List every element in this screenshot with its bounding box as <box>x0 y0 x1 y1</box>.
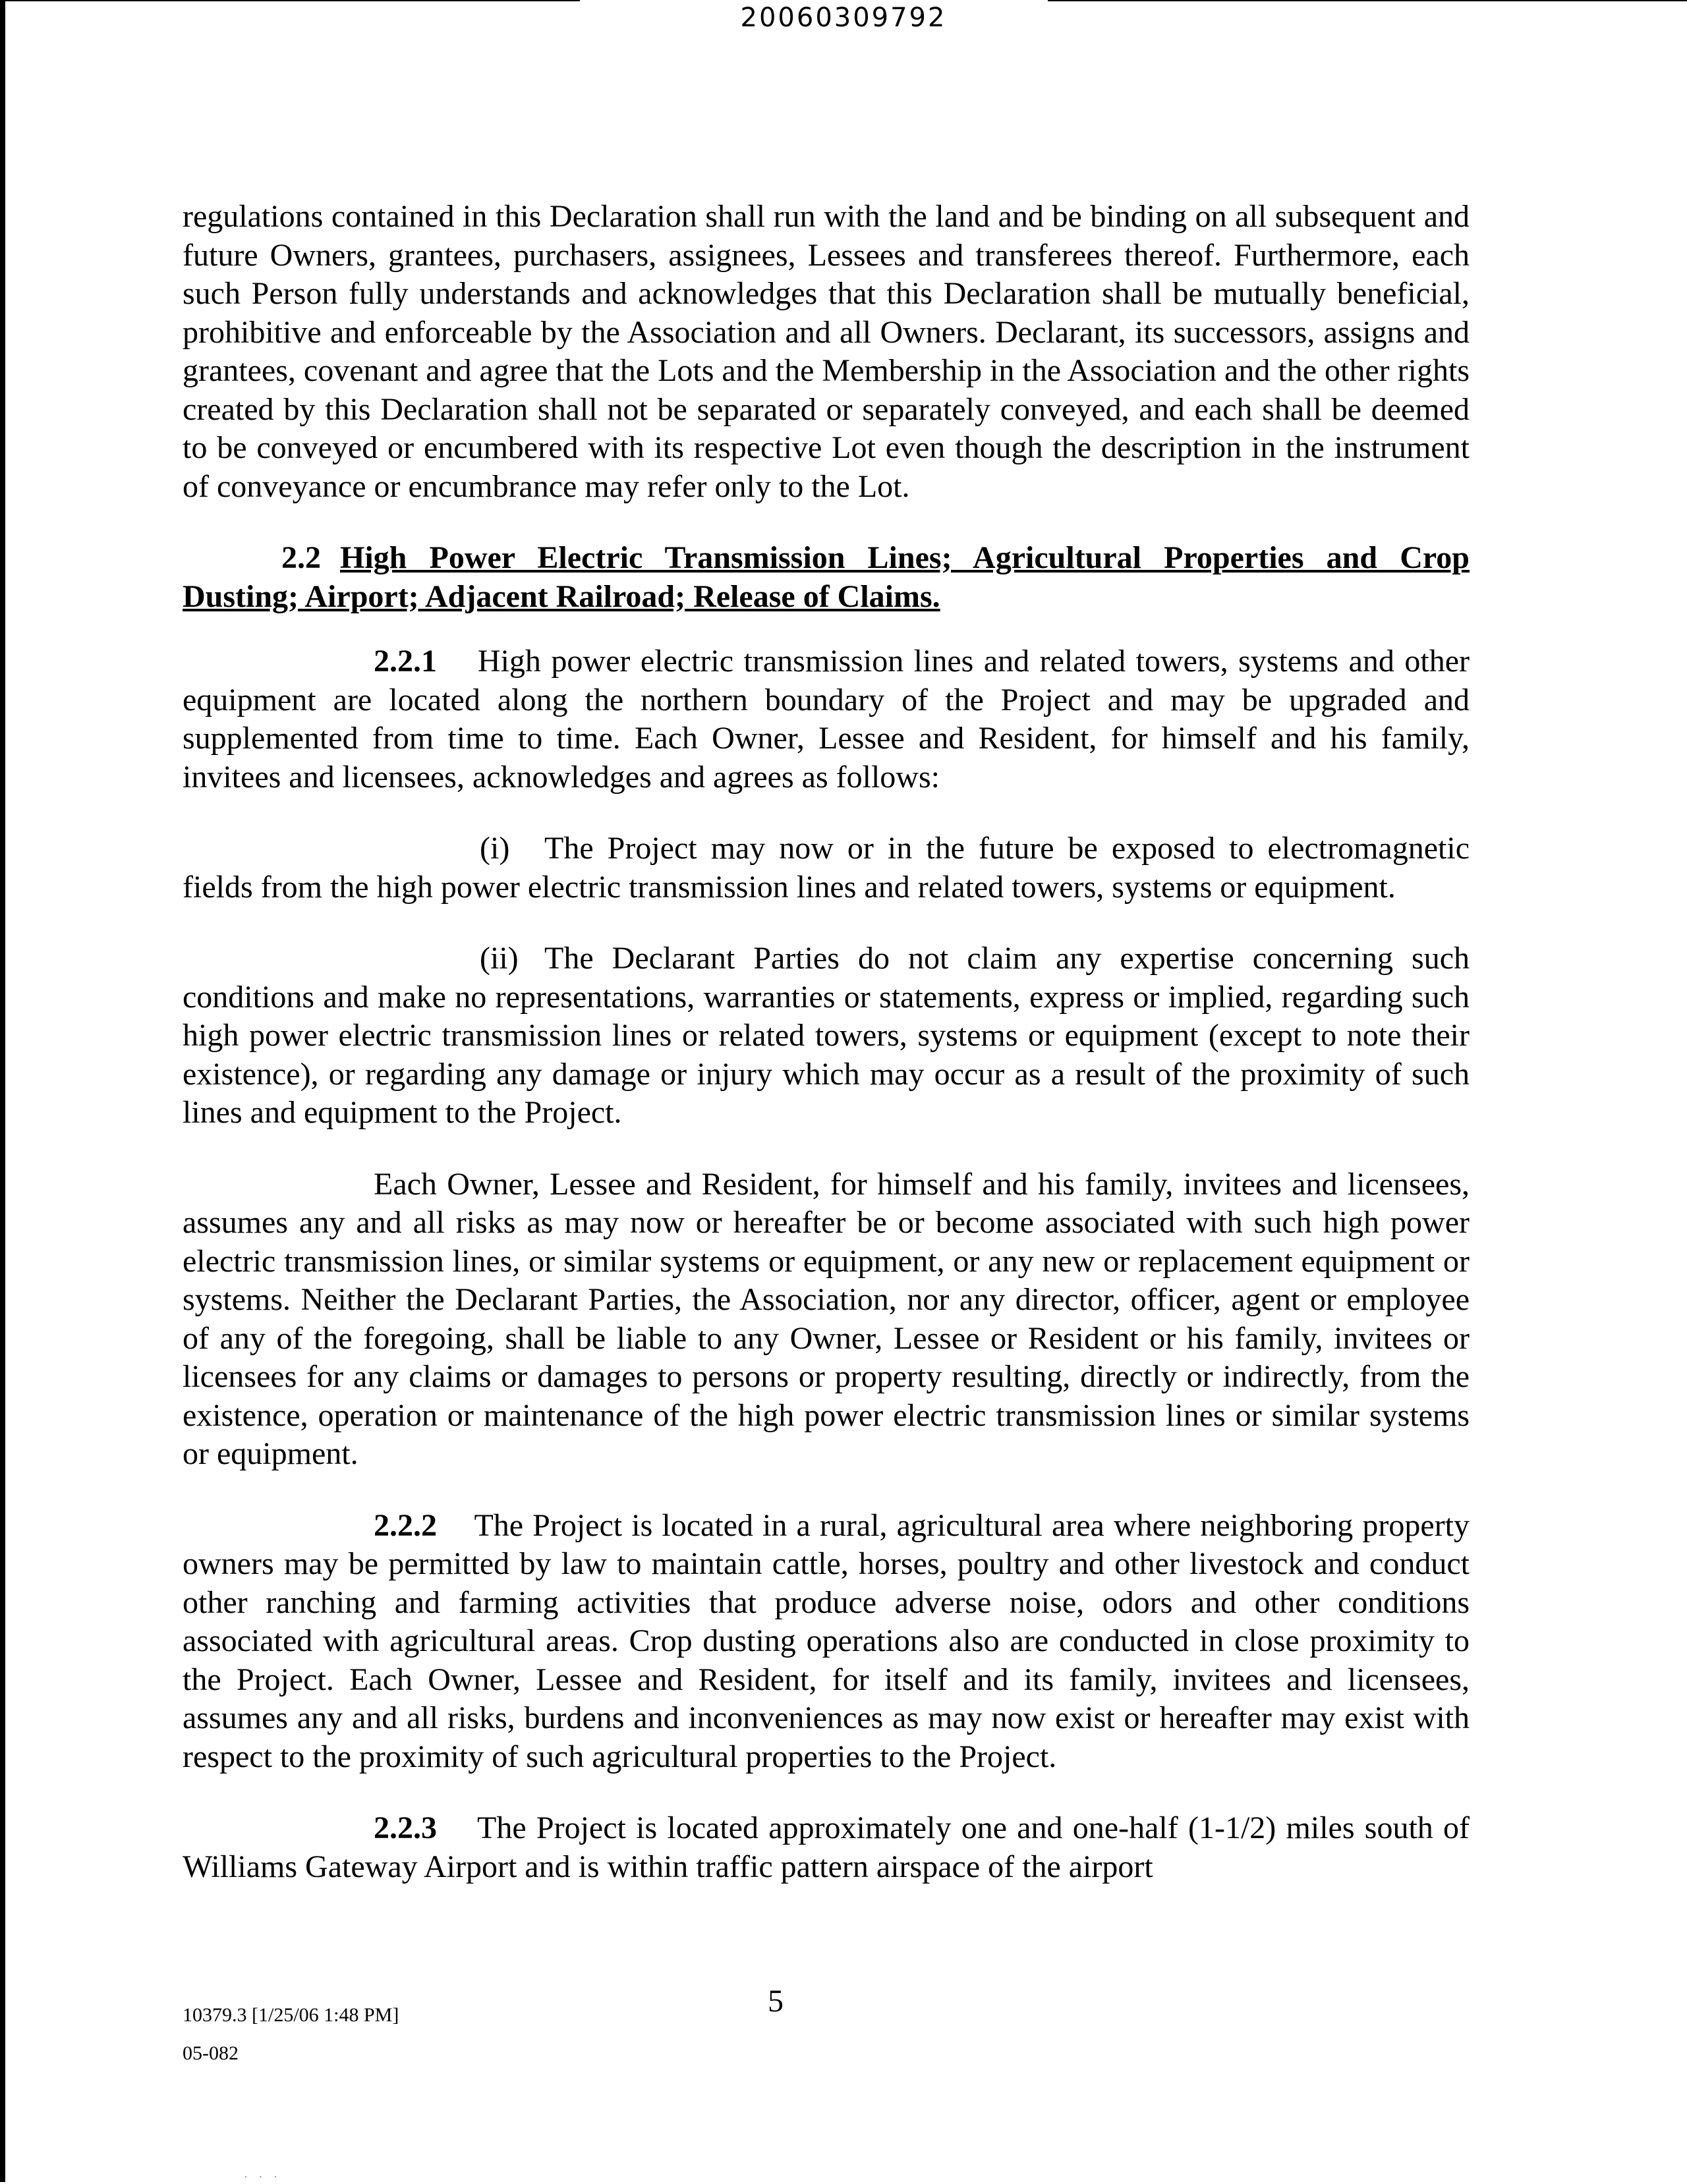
footer-identifiers <box>183 1996 399 2073</box>
list-item-i <box>183 829 1470 907</box>
subsection-text: High power electric transmission lines and related towers, systems and other equipment are located along the northern boundary of the Project and may be upgraded and supplemented from time to time. Each Owner, Lessee and Resident, for himself and his family, invitees and licensees, acknowledges and agrees as follows: <box>183 644 1470 795</box>
page-number: 5 <box>768 1984 784 2019</box>
assumption-of-risk-paragraph: Each Owner, Lessee and Resident, for himself and his family, invitees and licensees, assumes any and all risks as may now or hereafter be or become associated with such high power electric transmission lines, or similar systems or equipment, or any new or replacement equipment or systems. Neither the Declarant Parties, the Association, nor any director, officer, agent or employee of any of the foregoing, shall be liable to any Owner, Lessee or Resident or his family, invitees or licensees for any claims or damages to persons or property resulting, directly or indirectly, from the existence, operation or maintenance of the high power electric transmission lines or similar systems or equipment. <box>183 1166 1470 1471</box>
top-rule-left <box>0 0 580 1</box>
section-heading-2-2 <box>183 539 1470 616</box>
top-rule-right <box>1048 0 1687 1</box>
footer-file-number: 05-082 <box>183 2042 239 2064</box>
scan-artifact: · · · <box>244 2170 281 2183</box>
subsection-number: 2.2.3 <box>374 1810 437 1845</box>
footer-doc-id: 10379.3 [1/25/06 1:48 PM] <box>183 2004 399 2026</box>
list-item-text: The Project may now or in the future be exposed to electromagnetic fields from the high power electric transmission lines and related towers, systems or equipment. <box>183 831 1470 905</box>
list-item-ii <box>183 939 1470 1133</box>
recording-number: 20060309792 <box>740 3 947 33</box>
subsection-2-2-2 <box>183 1507 1470 1777</box>
subsection-number: 2.2.2 <box>374 1507 437 1543</box>
subsection-text: The Project is located approximately one and one-half (1-1/2) miles south of Williams Gateway Airport and is within traffic pattern airspace of the airport <box>183 1810 1470 1884</box>
subsection-text: The Project is located in a rural, agricultural area where neighboring property owners may be permitted by law to maintain cattle, horses, poultry and other livestock and conduct other ranching and farming activities that produce adverse noise, odors and other conditions associated with agricultural areas. Crop dusting operations also are conducted in close proximity to the Project. Each Owner, Lessee and Resident, for itself and its family, invitees and licensees, assumes any and all risks, burdens and inconveniences as may now exist or hereafter may exist with respect to the proximity of such agricultural properties to the Project. <box>183 1507 1470 1774</box>
document-body <box>183 198 1470 1886</box>
subsection-2-2-1 <box>183 642 1470 797</box>
scan-border <box>0 0 5 2182</box>
section-title: High Power Electric Transmission Lines; Agricultural Properties and Crop Dusting; Airport; Adjacent Railroad; Release of Claims. <box>183 540 1470 614</box>
list-item-label: (ii) <box>480 941 519 976</box>
list-item-text: The Declarant Parties do not claim any expertise concerning such conditions and make no representations, warranties or statements, express or implied, regarding such high power electric transmission lines or related towers, systems or equipment (except to note their existence), or regarding any damage or injury which may occur as a result of the proximity of such lines and equipment to the Project. <box>183 941 1470 1130</box>
list-item-label: (i) <box>480 831 510 866</box>
section-number: 2.2 <box>281 540 321 575</box>
subsection-number: 2.2.1 <box>374 644 437 679</box>
intro-paragraph: regulations contained in this Declaration shall run with the land and be binding on all subsequent and future Owners, grantees, purchasers, assignees, Lessees and transferees thereof. Furthermore, each such Person fully understands and acknowledges that this Declaration shall be mutually beneficial, prohibitive and enforceable by the Association and all Owners. Declarant, its successors, assigns and grantees, covenant and agree that the Lots and the Membership in the Association and the other rights created by this Declaration shall not be separated or separately conveyed, and each shall be deemed to be conveyed or encumbered with its respective Lot even though the description in the instrument of conveyance or encumbrance may refer only to the Lot. <box>183 199 1470 504</box>
subsection-2-2-3 <box>183 1809 1470 1886</box>
